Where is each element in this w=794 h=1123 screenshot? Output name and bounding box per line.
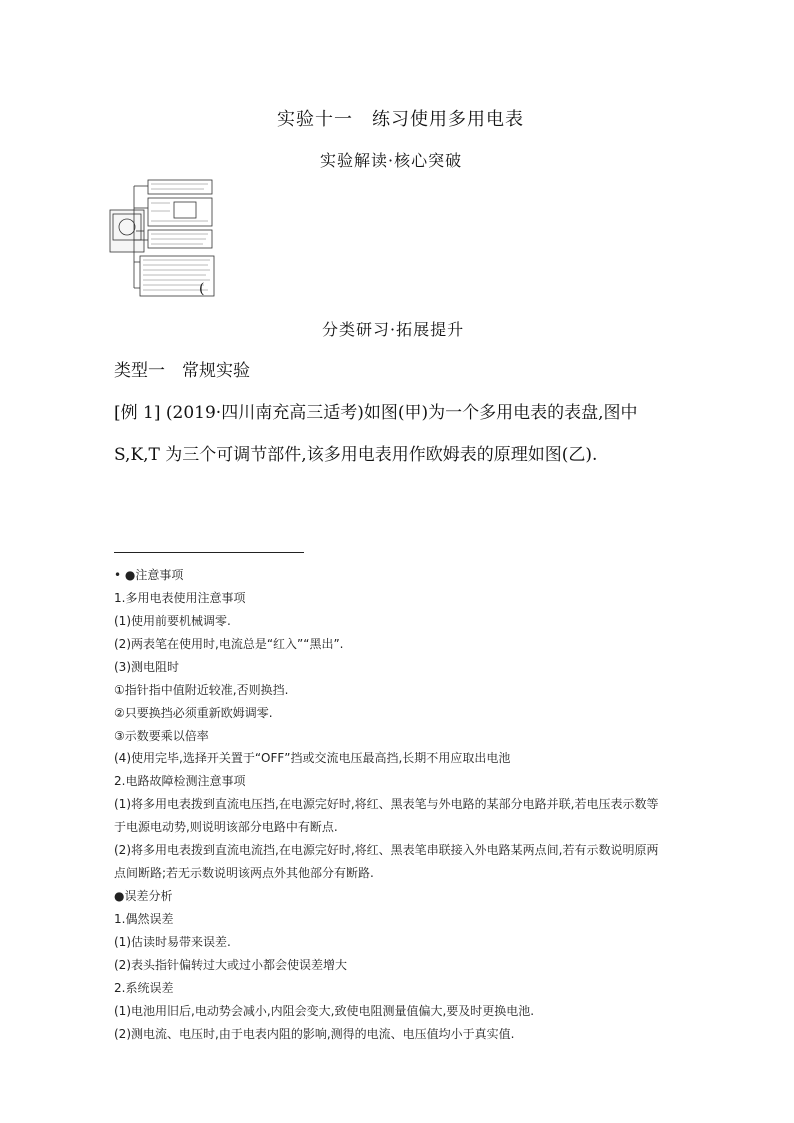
diagram-bracket: ( bbox=[199, 281, 205, 297]
footnote-line: (2)两表笔在使用时,电流总是“红入”“黑出”. bbox=[114, 637, 344, 651]
footnote-line: 于电源电动势,则说明该部分电路中有断点. bbox=[114, 820, 338, 834]
type-heading: 类型一 常规实验 bbox=[114, 361, 250, 381]
footnote-line: (3)测电阻时 bbox=[114, 660, 179, 674]
footnote-line: • ●注意事项 bbox=[114, 568, 184, 582]
footnote-line: ②只要换挡必须重新欧姆调零. bbox=[114, 706, 273, 720]
footnote-line: (2)表头指针偏转过大或过小都会使误差增大 bbox=[114, 958, 347, 972]
footnote-line: (1)电池用旧后,电动势会减小,内阻会变大,致使电阻测量值偏大,要及时更换电池. bbox=[114, 1004, 535, 1018]
footnote-separator bbox=[114, 552, 304, 553]
footnote-line: (4)使用完毕,选择开关置于“OFF”挡或交流电压最高挡,长期不用应取出电池 bbox=[114, 751, 511, 765]
footnote-line: (1)将多用电表拨到直流电压挡,在电源完好时,将红、黑表笔与外电路的某部分电路并联,若电压表示数等 bbox=[114, 797, 659, 811]
example-line-2: S,K,T 为三个可调节部件,该多用电表用作欧姆表的原理如图(乙). bbox=[114, 445, 598, 465]
section-heading-interpretation: 实验解读·核心突破 bbox=[320, 151, 463, 170]
footnote-line: (2)将多用电表拨到直流电流挡,在电源完好时,将红、黑表笔串联接入外电路某两点间,若有示数说明原两 bbox=[114, 843, 659, 857]
footnote-line: 点间断路;若无示数说明该两点外其他部分有断路. bbox=[114, 866, 374, 880]
section-heading-research: 分类研习·拓展提升 bbox=[322, 320, 465, 339]
example-line-1: [例 1] (2019·四川南充高三适考)如图(甲)为一个多用电表的表盘,图中 bbox=[114, 403, 638, 423]
page-title: 实验十一 练习使用多用电表 bbox=[277, 109, 524, 130]
footnote-line: 1.偶然误差 bbox=[114, 912, 174, 926]
footnote-line: (1)使用前要机械调零. bbox=[114, 614, 231, 628]
footnote-line: 2.系统误差 bbox=[114, 981, 174, 995]
footnote-line: (1)估读时易带来误差. bbox=[114, 935, 231, 949]
footnote-line: (2)测电流、电压时,由于电表内阻的影响,测得的电流、电压值均小于真实值. bbox=[114, 1027, 515, 1041]
footnote-line: 2.电路故障检测注意事项 bbox=[114, 774, 246, 788]
footnote-line: ①指针指中值附近较准,否则换挡. bbox=[114, 683, 289, 697]
footnote-line: ●误差分析 bbox=[114, 889, 173, 903]
footnote-line: 1.多用电表使用注意事项 bbox=[114, 591, 246, 605]
footnote-line: ③示数要乘以倍率 bbox=[114, 729, 209, 743]
